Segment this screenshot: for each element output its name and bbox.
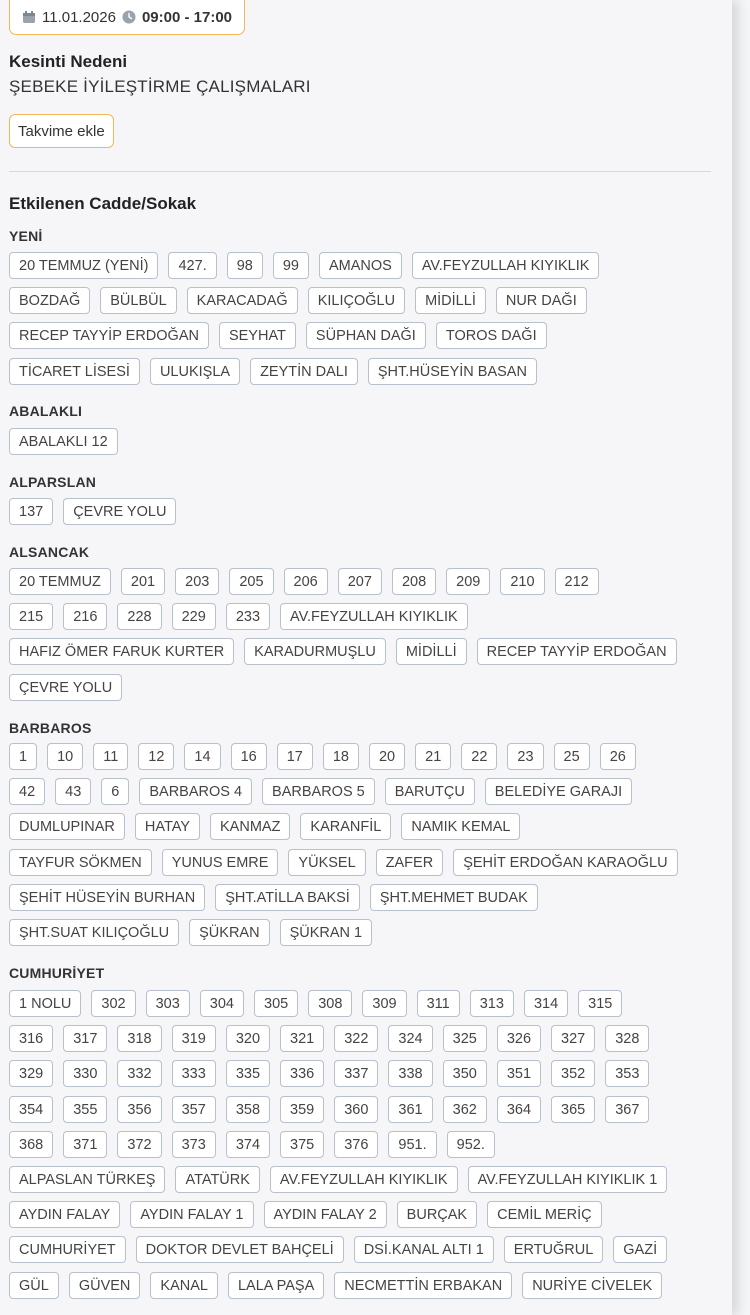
street-chip: 10: [47, 743, 83, 770]
street-chip: ŞÜKRAN: [189, 919, 269, 946]
street-chip: 12: [138, 743, 174, 770]
street-chip: AV.FEYZULLAH KIYIKLIK: [270, 1166, 458, 1193]
street-chip: AV.FEYZULLAH KIYIKLIK: [412, 252, 600, 279]
street-chip: 368: [9, 1131, 53, 1158]
reason-title: Kesinti Nedeni: [9, 52, 128, 71]
street-chip: DSİ.KANAL ALTI 1: [354, 1236, 494, 1263]
street-chip-row: [9, 358, 537, 385]
street-chip: ULUKIŞLA: [150, 358, 240, 385]
street-chip: 355: [63, 1096, 107, 1123]
street-chip: 358: [226, 1096, 270, 1123]
street-chip: AYDIN FALAY 2: [264, 1201, 387, 1228]
street-chip: 357: [172, 1096, 216, 1123]
street-chip-row: [9, 1236, 667, 1263]
street-chip: 338: [388, 1060, 432, 1087]
street-chip: ZEYTİN DALI: [250, 358, 358, 385]
street-chip: 98: [227, 252, 263, 279]
street-chip: 352: [551, 1060, 595, 1087]
street-chip: CEMİL MERİÇ: [487, 1201, 602, 1228]
street-chip: ALPASLAN TÜRKEŞ: [9, 1166, 165, 1193]
street-chip: 371: [63, 1131, 107, 1158]
street-chip: 16: [231, 743, 267, 770]
street-chip: ATATÜRK: [175, 1166, 259, 1193]
street-chip: 233: [226, 603, 270, 630]
street-chip-row: [9, 1096, 649, 1123]
street-chip-row: [9, 990, 622, 1017]
street-chip: 21: [415, 743, 451, 770]
street-chip: 356: [117, 1096, 161, 1123]
street-chip: RECEP TAYYİP ERDOĞAN: [477, 638, 677, 665]
street-chip: 359: [280, 1096, 324, 1123]
street-chip: 333: [172, 1060, 216, 1087]
district-title: YENİ: [9, 228, 43, 244]
street-chip: 373: [172, 1131, 216, 1158]
street-chip: 351: [497, 1060, 541, 1087]
street-chip: 362: [443, 1096, 487, 1123]
street-chip: 18: [323, 743, 359, 770]
street-chip: 209: [446, 568, 490, 595]
street-chip: 326: [497, 1025, 541, 1052]
street-chip: YÜKSEL: [288, 849, 365, 876]
street-chip-row: [9, 674, 122, 701]
street-chip: 25: [554, 743, 590, 770]
street-chip: BÜLBÜL: [100, 287, 176, 314]
street-chip: MİDİLLİ: [415, 287, 486, 314]
add-to-calendar-button[interactable]: Takvime ekle: [9, 114, 114, 148]
street-chip: YUNUS EMRE: [162, 849, 279, 876]
street-chip: 374: [226, 1131, 270, 1158]
street-chip: ÇEVRE YOLU: [9, 674, 122, 701]
street-chip: NURİYE CİVELEK: [522, 1272, 662, 1299]
street-chip: BURÇAK: [397, 1201, 477, 1228]
street-chip: 367: [605, 1096, 649, 1123]
street-chip-row: [9, 743, 636, 770]
street-chip: 303: [146, 990, 190, 1017]
street-chip: 212: [555, 568, 599, 595]
street-chip: 361: [388, 1096, 432, 1123]
street-chip: 137: [9, 498, 53, 525]
street-chip: 11: [93, 743, 128, 770]
street-chip: 364: [497, 1096, 541, 1123]
street-chip: KARACADAĞ: [187, 287, 298, 314]
street-chip: 951.: [388, 1131, 436, 1158]
street-chip: 229: [172, 603, 216, 630]
street-chip-row: [9, 884, 538, 911]
street-chip: 6: [101, 778, 129, 805]
street-chip: RECEP TAYYİP ERDOĞAN: [9, 322, 209, 349]
street-chip-row: [9, 322, 547, 349]
street-chip: 208: [392, 568, 436, 595]
street-chip: ZAFER: [376, 849, 444, 876]
divider: [9, 171, 711, 172]
street-chip: GÜL: [9, 1272, 59, 1299]
outage-date: 11.01.2026: [42, 8, 116, 26]
street-chip: 318: [117, 1025, 161, 1052]
street-chip: 316: [9, 1025, 53, 1052]
street-chip: KARADURMUŞLU: [244, 638, 386, 665]
street-chip: 328: [605, 1025, 649, 1052]
street-chip: 99: [273, 252, 309, 279]
street-chip-row: [9, 428, 118, 455]
street-chip: 314: [524, 990, 568, 1017]
date-time-box: [9, 0, 245, 35]
street-chip: BARBAROS 4: [139, 778, 252, 805]
street-chip: 215: [9, 603, 53, 630]
street-chip: DOKTOR DEVLET BAHÇELİ: [136, 1236, 344, 1263]
street-chip: ERTUĞRUL: [504, 1236, 604, 1263]
street-chip: 320: [226, 1025, 270, 1052]
street-chip: ŞEHİT ERDOĞAN KARAOĞLU: [453, 849, 677, 876]
street-chip: ŞEHİT HÜSEYİN BURHAN: [9, 884, 205, 911]
street-chip: 337: [334, 1060, 378, 1087]
street-chip: ABALAKLI 12: [9, 428, 118, 455]
street-chip-row: [9, 849, 678, 876]
street-chip-row: [9, 778, 632, 805]
street-chip-row: [9, 1060, 649, 1087]
street-chip: HAFIZ ÖMER FARUK KURTER: [9, 638, 234, 665]
street-chip: ŞHT.HÜSEYİN BASAN: [368, 358, 537, 385]
street-chip: 327: [551, 1025, 595, 1052]
street-chip-row: [9, 813, 520, 840]
calendar-icon: [22, 10, 36, 24]
street-chip: 210: [500, 568, 544, 595]
affected-streets-title: Etkilenen Cadde/Sokak: [9, 194, 197, 213]
street-chip: 311: [417, 990, 460, 1017]
street-chip: 309: [362, 990, 406, 1017]
street-chip: 376: [334, 1131, 378, 1158]
street-chip: 14: [184, 743, 220, 770]
street-chip: TOROS DAĞI: [436, 322, 547, 349]
street-chip: 375: [280, 1131, 324, 1158]
street-chip: 20 TEMMUZ (YENİ): [9, 252, 158, 279]
district-title: BARBAROS: [9, 720, 92, 736]
street-chip: 317: [63, 1025, 107, 1052]
street-chip: NAMIK KEMAL: [401, 813, 520, 840]
street-chip: 365: [551, 1096, 595, 1123]
street-chip: 350: [443, 1060, 487, 1087]
street-chip: 20 TEMMUZ: [9, 568, 111, 595]
outage-time: 09:00 - 17:00: [141, 8, 233, 26]
street-chip: 322: [334, 1025, 378, 1052]
street-chip: 308: [308, 990, 352, 1017]
street-chip: 20: [369, 743, 405, 770]
street-chip: KANMAZ: [210, 813, 290, 840]
street-chip: LALA PAŞA: [228, 1272, 324, 1299]
street-chip: 203: [175, 568, 219, 595]
street-chip: KILIÇOĞLU: [308, 287, 405, 314]
street-chip-row: [9, 638, 677, 665]
street-chip: GAZİ: [613, 1236, 667, 1263]
street-chip: AYDIN FALAY: [9, 1201, 120, 1228]
street-chip: MİDİLLİ: [396, 638, 467, 665]
street-chip: 360: [334, 1096, 378, 1123]
street-chip: ŞÜKRAN 1: [280, 919, 373, 946]
street-chip: 335: [226, 1060, 270, 1087]
street-chip: KANAL: [150, 1272, 218, 1299]
street-chip: 1: [9, 743, 37, 770]
clock-icon: [122, 10, 136, 24]
street-chip: 228: [117, 603, 161, 630]
street-chip: NUR DAĞI: [496, 287, 587, 314]
street-chip: TAYFUR SÖKMEN: [9, 849, 152, 876]
street-chip: 321: [280, 1025, 324, 1052]
street-chip: 201: [121, 568, 165, 595]
street-chip: AV.FEYZULLAH KIYIKLIK: [280, 603, 468, 630]
street-chip: AYDIN FALAY 1: [130, 1201, 253, 1228]
reason-value: ŞEBEKE İYİLEŞTİRME ÇALIŞMALARI: [9, 77, 311, 96]
street-chip: SÜPHAN DAĞI: [306, 322, 426, 349]
street-chip: KARANFİL: [300, 813, 391, 840]
street-chip: 325: [443, 1025, 487, 1052]
street-chip: DUMLUPINAR: [9, 813, 125, 840]
street-chip-row: [9, 919, 372, 946]
street-chip: AV.FEYZULLAH KIYIKLIK 1: [468, 1166, 668, 1193]
street-chip-row: [9, 568, 599, 595]
district-title: ABALAKLI: [9, 403, 83, 419]
street-chip: ŞHT.ATİLLA BAKSİ: [215, 884, 360, 911]
street-chip: CUMHURİYET: [9, 1236, 126, 1263]
street-chip: AMANOS: [319, 252, 402, 279]
street-chip-row: [9, 498, 176, 525]
street-chip: 313: [470, 990, 514, 1017]
street-chip: NECMETTİN ERBAKAN: [334, 1272, 512, 1299]
street-chip: 1 NOLU: [9, 990, 81, 1017]
street-chip: BARUTÇU: [385, 778, 475, 805]
street-chip: 206: [284, 568, 328, 595]
street-chip: 22: [461, 743, 497, 770]
street-chip: 332: [117, 1060, 161, 1087]
street-chip: 42: [9, 778, 45, 805]
street-chip: 305: [254, 990, 298, 1017]
street-chip: 216: [63, 603, 107, 630]
street-chip: 330: [63, 1060, 107, 1087]
street-chip-row: [9, 287, 587, 314]
street-chip: 952.: [447, 1131, 495, 1158]
street-chip: 324: [388, 1025, 432, 1052]
street-chip-row: [9, 1166, 667, 1193]
district-title: CUMHURİYET: [9, 965, 105, 981]
street-chip-row: [9, 252, 599, 279]
street-chip: 23: [507, 743, 543, 770]
street-chip: 26: [600, 743, 636, 770]
street-chip: 207: [338, 568, 382, 595]
street-chip-row: [9, 603, 468, 630]
street-chip-row: [9, 1201, 602, 1228]
street-chip: ŞHT.MEHMET BUDAK: [370, 884, 538, 911]
district-title: ALSANCAK: [9, 544, 90, 560]
street-chip: 315: [578, 990, 622, 1017]
district-title: ALPARSLAN: [9, 474, 97, 490]
street-chip-row: [9, 1025, 649, 1052]
street-chip: 427.: [168, 252, 216, 279]
street-chip: TİCARET LİSESİ: [9, 358, 140, 385]
street-chip: 302: [91, 990, 135, 1017]
street-chip: ŞHT.SUAT KILIÇOĞLU: [9, 919, 179, 946]
street-chip: BELEDİYE GARAJI: [485, 778, 632, 805]
street-chip: 43: [55, 778, 91, 805]
street-chip: ÇEVRE YOLU: [63, 498, 176, 525]
street-chip-row: [9, 1131, 495, 1158]
street-chip: SEYHAT: [219, 322, 296, 349]
street-chip: 329: [9, 1060, 53, 1087]
street-chip-row: [9, 1272, 662, 1299]
street-chip: 336: [280, 1060, 324, 1087]
street-chip: 319: [172, 1025, 216, 1052]
street-chip: 354: [9, 1096, 53, 1123]
street-chip: BOZDAĞ: [9, 287, 90, 314]
street-chip: 205: [229, 568, 273, 595]
street-chip: 304: [200, 990, 244, 1017]
street-chip: 353: [605, 1060, 649, 1087]
street-chip: HATAY: [135, 813, 200, 840]
street-chip: BARBAROS 5: [262, 778, 375, 805]
street-chip: 17: [277, 743, 313, 770]
street-chip: 372: [117, 1131, 161, 1158]
street-chip: GÜVEN: [69, 1272, 141, 1299]
